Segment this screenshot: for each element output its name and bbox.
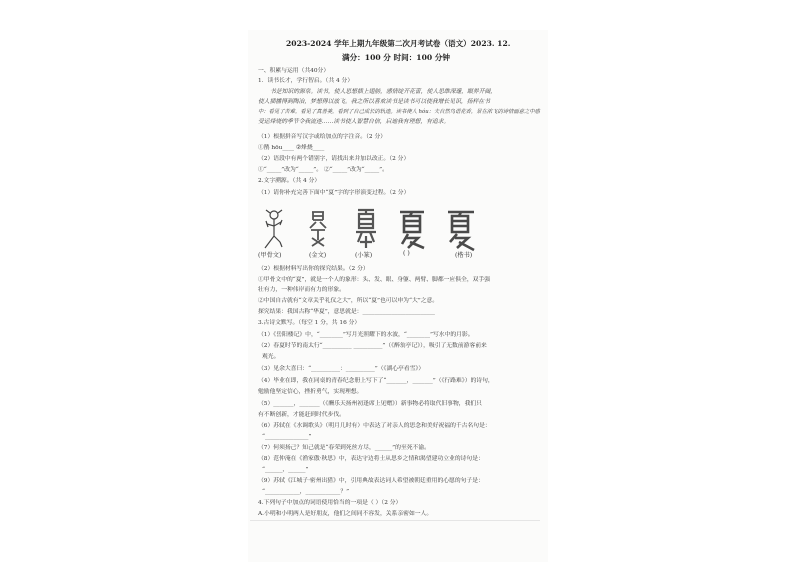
q1-1: （1）根据拼音写汉字或给加点的字注音。（2 分） — [258, 134, 387, 140]
q3-line: “_______________” — [262, 434, 312, 440]
passage-line: 书是知识的源泉。读书，使人思想插上翅膀，感情绽开花蕾，使人思维深邃，眼界开阔， — [270, 89, 497, 95]
regular-script-glyph — [448, 212, 474, 250]
q2-1: （1）请你补充完善下面中“夏”字的字形演变过程。（2 分） — [258, 190, 410, 196]
score-time: 满分：100 分 时间：100 分钟 — [342, 53, 450, 62]
q3-line: 观光。 — [262, 354, 280, 360]
q3-line: （1）《岳阳楼记》中，“________”写月光照耀下的水波，“________”写水中的月影。 — [258, 332, 474, 338]
q2-2: （2）根据材料写出你的探究结果。（2 分） — [258, 266, 369, 272]
glyph-label: (楷书) — [455, 252, 473, 259]
material-line: ②中国自古就有“文章关乎礼仪之大”，所以“夏”也可以申为“大”之意。 — [258, 298, 439, 304]
q1-1-blanks: ①鹊 hōu____ ②烽烧____ — [258, 145, 325, 151]
q1-2-blanks: ①“_____”改为“_____”。 ②“_____”改为“_____”。 — [258, 167, 388, 173]
exam-title: 2023-2024 学年上期九年级第二次月考试卷（语文）2023. 12. — [286, 39, 511, 48]
q3-line: （3）见余大喜曰：“__________：__________”（《湖心亭看雪》） — [258, 366, 425, 372]
q3-line: “______，______” — [262, 467, 309, 473]
material-line: 壮有力，一种伟岸而有力的形象。 — [258, 287, 345, 293]
q3-line: （7）何须扬己？知己就是“春荣到死丝方尽，______”的至死不渝。 — [258, 445, 430, 451]
scan-artifact — [250, 520, 540, 521]
q3-line: 勉励他坚定信心，挫折勇气，实现理想。 — [258, 389, 363, 395]
q1-2: （2）语段中有两个错别字，请找出来并加以改正。（2 分） — [258, 156, 410, 162]
glyph-label: (金文) — [309, 252, 327, 259]
material-line: ①甲骨文中的“夏”，就是一个人的象形：头、发、眼、身躯、两臂、脚都一应俱全，双手强 — [258, 277, 491, 283]
glyph-label: (小篆) — [355, 252, 373, 259]
q4-option-a: A.小明和小明两人是好朋友，他们之间同不容发，关系亲密如一人。 — [258, 511, 433, 517]
passage-line: 中：看见了苦难，看见了真善美，看到了自己成长的轨迹。读书使人 hóu：夫自然鸟语花香，景在浓飞的诗情画意之中感 — [258, 109, 540, 115]
explore-result: 探究结果：我国古称“华夏”，意思就是：_________________________ — [258, 309, 435, 315]
q3-line: （4）毕业在即，我在同桌的青春纪念册上写下了“_______，_______”（《行路难》）的诗句， — [258, 378, 494, 384]
glyph-label: (甲骨文) — [258, 252, 282, 259]
q3-line: （6）苏轼在《水调歌头》（明月几时有）中表达了对亲人的思念和美好祝福的千古名句是： — [258, 423, 491, 429]
q1-title: 1．读书长才，学行智启。（共 4 分） — [258, 78, 354, 84]
q2-title: 2.文字溯源。（共 4 分） — [258, 178, 321, 184]
seal-glyph — [356, 210, 376, 248]
section-heading: 一、积累与运用（共40分） — [258, 68, 330, 74]
q4-title: 4.下列句子中加点的词语使用恰当的一项是（ ）（2 分） — [258, 500, 402, 506]
glyph-label-blank: ( ) — [403, 250, 410, 257]
clerical-glyph — [400, 212, 424, 248]
passage-line: 受运烽烧的季节令我流连……读书使人智慧自信，启迪我有理想，有追求。 — [258, 119, 450, 125]
q3-line: “____________，____________？” — [262, 489, 350, 495]
q3-line: 有不断创新，才能赶到时代步伐。 — [258, 412, 345, 418]
q3-line: （8）范仲淹在《渔家傲·秋思》中，表达守边将士从思乡之情和渴望建功立业的诗句是： — [258, 456, 484, 462]
q3-line: （5）_______，_______（《酬乐天扬州初逢席上见赠》）新事物必将取代旧事物，我们只 — [258, 401, 482, 407]
q3-line: （9）苏轼《江城子·密州出猎》中，引用典故表达词人希望被朝廷重用的心愿的句子是： — [258, 478, 484, 484]
q3-title: 3.古诗文默写。（每空 1 分，共 16 分） — [258, 320, 361, 326]
bronze-glyph — [310, 212, 326, 246]
passage-line: 使人插播得到陶冶，梦想得以放飞。我之所以喜欢读书是读书可以使我增长见识，扬样在书 — [258, 99, 490, 105]
q3-line: （2）春夏时节的南太行“__________ __________”（《醉翁亭记》），吸引了无数前游客前来 — [258, 343, 487, 349]
oracle-bone-glyph — [265, 210, 282, 248]
